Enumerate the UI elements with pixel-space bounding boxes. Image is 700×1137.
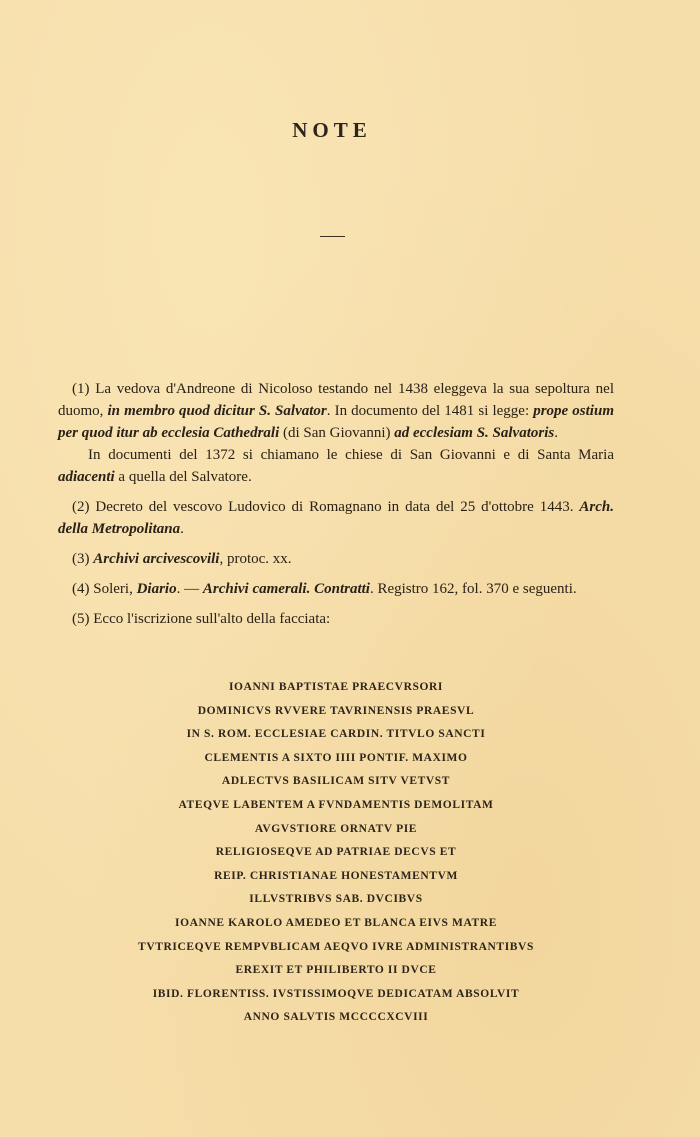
page-title: NOTE [292,118,372,142]
footnote-text: Decreto del vescovo Ludovico di Romagnano in data del 25 d'ottobre 1443. [95,499,580,515]
footnote [58,578,614,600]
inscription-line: ATEQVE LABENTEM A FVNDAMENTIS DEMOLITAM [178,798,494,811]
inscription-line: RELIGIOSEQVE AD PATRIAE DECVS ET [215,846,457,859]
footnote-text: Ecco l'iscrizione sull'alto della facciata: [93,611,331,627]
footnote-italic-text: Archivi arcivescovili [93,551,220,567]
inscription-line: IBID. FLORENTISS. IVSTISSIMOQVE DEDICATAM ABSOLVIT [152,987,520,1000]
footnote-number: (1) [72,381,90,397]
inscription-block [58,676,614,1030]
inscription-line: TVTRICEQVE REMPVBLICAM AEQVO IVRE ADMINISTRANTIBVS [138,940,534,953]
inscription-line: ANNO SALVTIS MCCCCXCVIII [243,1011,429,1024]
footnote-italic-text: prope ostium per quod itur ab ecclesia Cathedrali [58,403,614,441]
footnote-text: . [180,521,184,537]
footnote-number: (4) [72,581,90,597]
inscription-line: IN S. ROM. ECCLESIAE CARDIN. TITVLO SANCTI [186,728,486,741]
title-rule [320,236,345,237]
inscription-line: DOMINICVS RVVERE TAVRINENSIS PRAESVL [197,704,475,717]
footnote-number: (2) [72,499,90,515]
inscription-line: IOANNE KAROLO AMEDEO ET BLANCA EIVS MATRE [175,916,497,929]
footnote-text: . — [176,581,203,597]
footnote [58,378,614,444]
footnote [58,548,614,570]
notes-list [58,378,614,638]
inscription-line: EREXIT ET PHILIBERTO II DVCE [235,964,437,977]
inscription-line: REIP. CHRISTIANAE HONESTAMENTVM [214,869,458,882]
footnote-italic-text: adiacenti [58,469,115,485]
footnote [58,496,614,540]
footnote-italic-text: Arch. della Metropolitana [58,499,614,537]
footnote-number: (5) [72,611,90,627]
footnote-text: . Registro 162, fol. 370 e seguenti. [369,581,577,597]
footnote-text: a quella del Salvatore. [114,469,252,485]
footnote-text: , protoc. xx. [219,551,292,567]
footnote-italic-text: in membro quod dicitur S. Salvator [107,403,327,419]
footnote-text: . In documento del 1481 si legge: [326,403,534,419]
footnote-italic-text: ad ecclesiam S. Salvatoris [394,425,555,441]
footnote [58,444,614,488]
footnote-italic-text: Diario [136,581,177,597]
footnote [58,608,614,630]
footnote-text: In documenti del 1372 si chiamano le chiese di San Giovanni e di Santa Maria [88,447,614,463]
footnote-italic-text: Archivi camerali. Contratti [202,581,370,597]
inscription-line: IOANNI BAPTISTAE PRAECVRSORI [228,681,444,693]
footnote-number: (3) [72,551,90,567]
footnote-text: (di San Giovanni) [279,425,395,441]
inscription-line: ADLECTVS BASILICAM SITV VETVST [221,775,451,788]
footnote-text: Soleri, [93,581,137,597]
inscription-line: AVGVSTIORE ORNATV PIE [254,822,418,835]
footnote-text: . [554,425,558,441]
inscription-line: ILLVSTRIBVS SAB. DVCIBVS [249,893,423,906]
inscription-line: CLEMENTIS A SIXTO IIII PONTIF. MAXIMO [204,751,468,764]
footnote-text: La vedova d'Andreone di Nicoloso testando nel 1438 eleggeva la sua sepoltura nel duomo, [58,381,614,419]
